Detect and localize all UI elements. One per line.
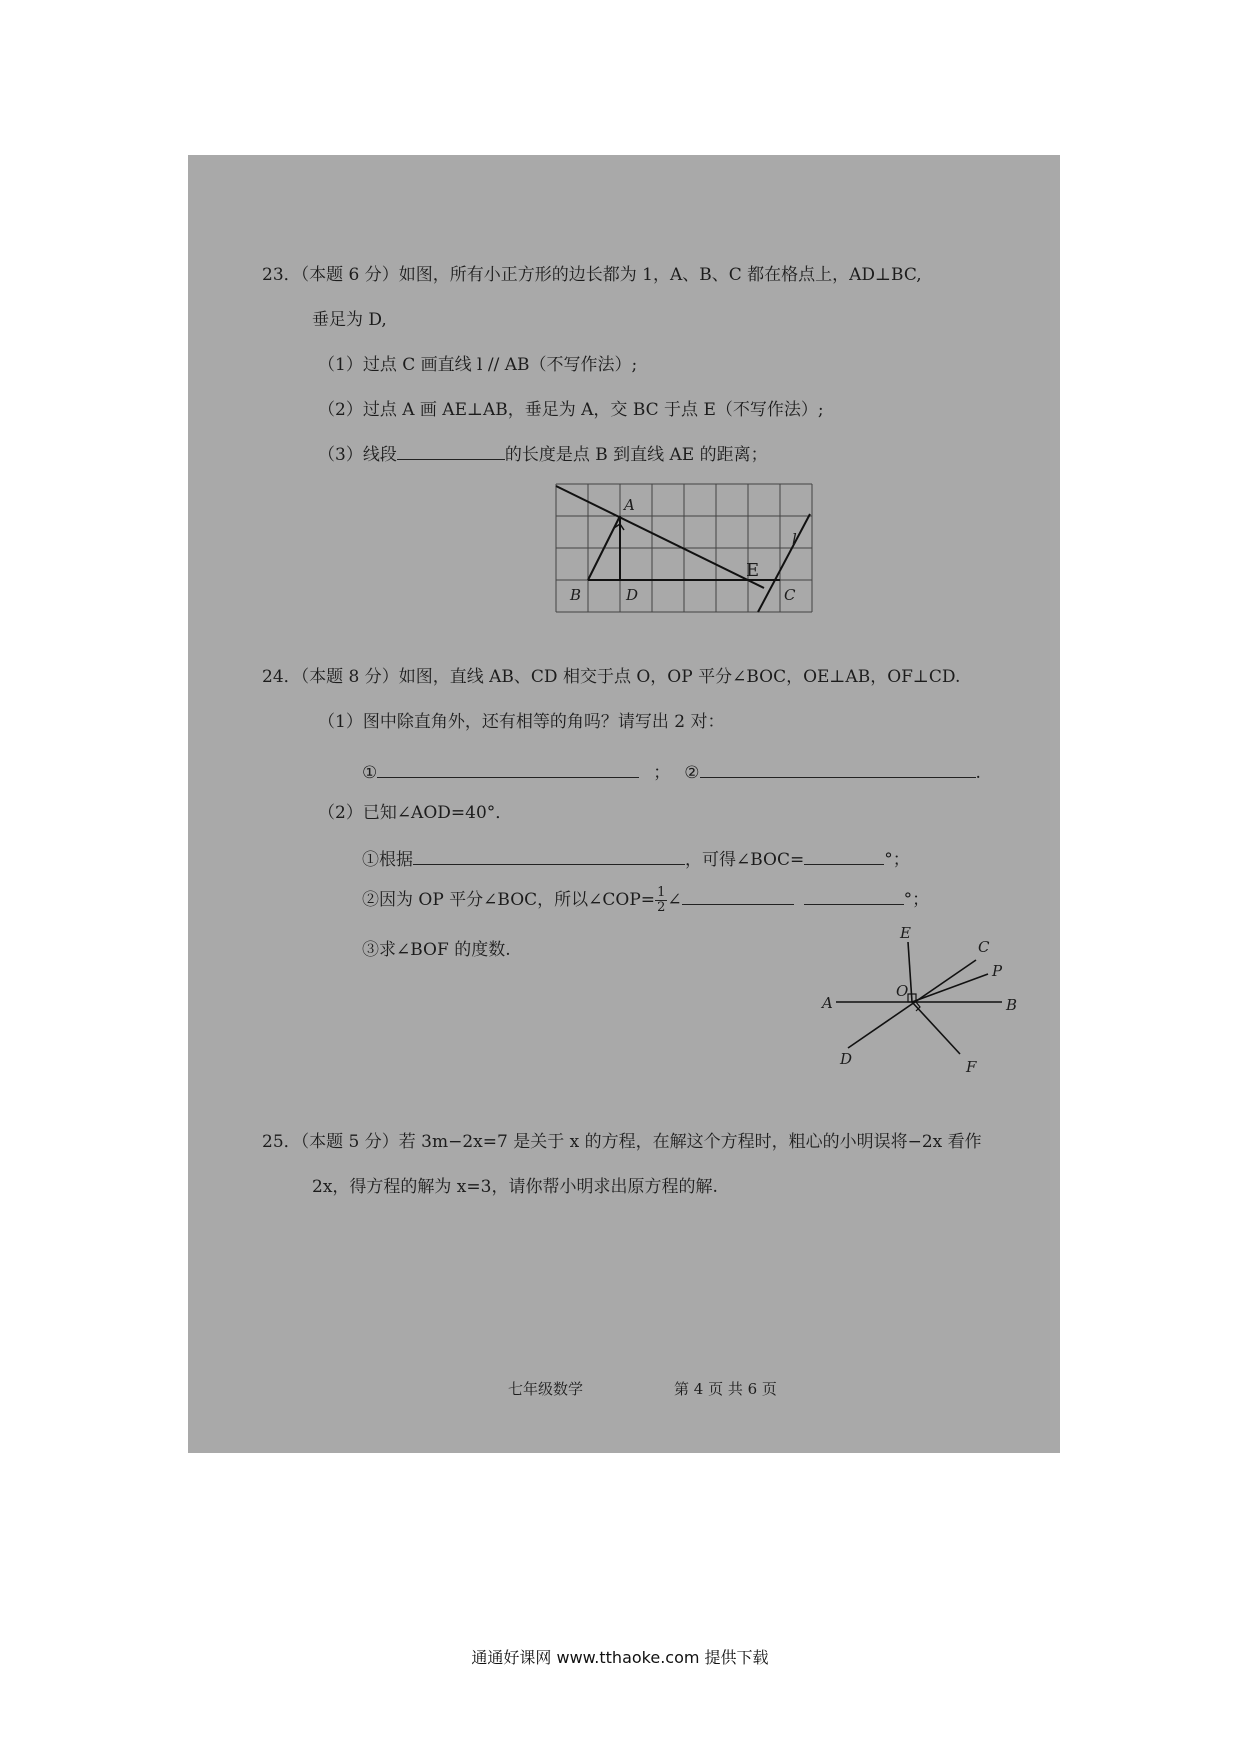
q24-line1: 24．（本题 8 分）如图，直线 AB、CD 相交于点 O，OP 平分∠BOC，OE⊥AB，OF⊥CD. (262, 667, 961, 687)
fraction-numerator: 1 (657, 885, 666, 900)
step2-angle-sign: ∠ (667, 890, 682, 910)
q23-grid-figure (556, 484, 812, 612)
q24-step1 (362, 845, 910, 870)
page-footer-page-number: 第 4 页 共 6 页 (674, 1380, 777, 1398)
q23-label-b: B (570, 586, 582, 604)
q23-label-l: l (792, 530, 797, 548)
q23-part3-suffix: 的长度是点 B 到直线 AE 的距离； (504, 445, 768, 465)
step1-angle-blank[interactable] (804, 846, 884, 865)
q23-part2: （2）过点 A 画 AE⊥AB，垂足为 A，交 BC 于点 E（不写作法）; (318, 400, 824, 420)
q24-label-a: A (822, 994, 833, 1012)
step2-prefix: ②因为 OP 平分∠BOC，所以∠COP= (362, 890, 656, 910)
step2-angle-value-blank[interactable] (804, 886, 904, 905)
q23-label-e: E (746, 560, 760, 581)
q23-answer-blank[interactable] (397, 441, 505, 460)
q24-label-c: C (978, 938, 990, 956)
q25-line2: 2x，得方程的解为 x=3，请你帮小明求出原方程的解. (312, 1177, 718, 1197)
q23-line2: 垂足为 D, (312, 310, 387, 330)
pair1-answer-blank[interactable] (377, 759, 639, 778)
q23-label-a: A (624, 496, 635, 514)
pair1-marker: ① (362, 763, 378, 783)
q23-label-d: D (626, 586, 639, 604)
q24-pairs-line (362, 758, 981, 783)
q24-label-b: B (1006, 996, 1018, 1014)
q25-line1: 25．（本题 5 分）若 3m−2x=7 是关于 x 的方程，在解这个方程时，粗心的小明误将−2x 看作 (262, 1132, 982, 1152)
step1-middle: ，可得∠BOC= (685, 850, 805, 870)
line-ae (556, 486, 764, 588)
site-footer: 通通好课网 www.tthaoke.com 提供下载 (471, 1648, 769, 1667)
pair-separator: ； (653, 763, 671, 783)
step1-prefix: ①根据 (362, 850, 413, 870)
q24-part1: （1）图中除直角外，还有相等的角吗？请写出 2 对： (318, 712, 725, 732)
q24-label-d: D (840, 1050, 853, 1068)
page-footer-subject: 七年级数学 (508, 1380, 584, 1398)
q24-label-f: F (966, 1058, 977, 1076)
q24-angle-figure (820, 924, 1020, 1080)
q23-line1: 23．（本题 6 分）如图，所有小正方形的边长都为 1，A、B、C 都在格点上，AD⊥BC, (262, 265, 922, 285)
fraction-one-half (655, 886, 667, 915)
step1-suffix: °； (884, 850, 910, 870)
q23-part1: （1）过点 C 画直线 l // AB（不写作法）; (318, 355, 638, 375)
pair2-answer-blank[interactable] (700, 759, 976, 778)
q23-part3 (318, 440, 768, 465)
step1-reason-blank[interactable] (413, 846, 685, 865)
fraction-denominator: 2 (657, 900, 666, 915)
line-cd (848, 960, 976, 1048)
q24-label-p: P (992, 962, 1003, 980)
q24-label-e: E (900, 924, 911, 942)
step2-suffix: °； (903, 890, 930, 910)
step2-angle-name-blank[interactable] (682, 886, 794, 905)
q24-step3: ③求∠BOF 的度数. (362, 940, 511, 960)
q24-step2 (362, 885, 929, 915)
q23-label-c: C (784, 586, 796, 604)
pair2-marker: ② (684, 763, 700, 783)
q23-part3-prefix: （3）线段 (318, 445, 397, 465)
q24-part2: （2）已知∠AOD=40°． (318, 803, 513, 823)
ray-oe (908, 942, 912, 1002)
pairs-end: . (975, 763, 981, 783)
ray-of (912, 1002, 960, 1054)
q24-label-o: O (896, 982, 909, 1000)
